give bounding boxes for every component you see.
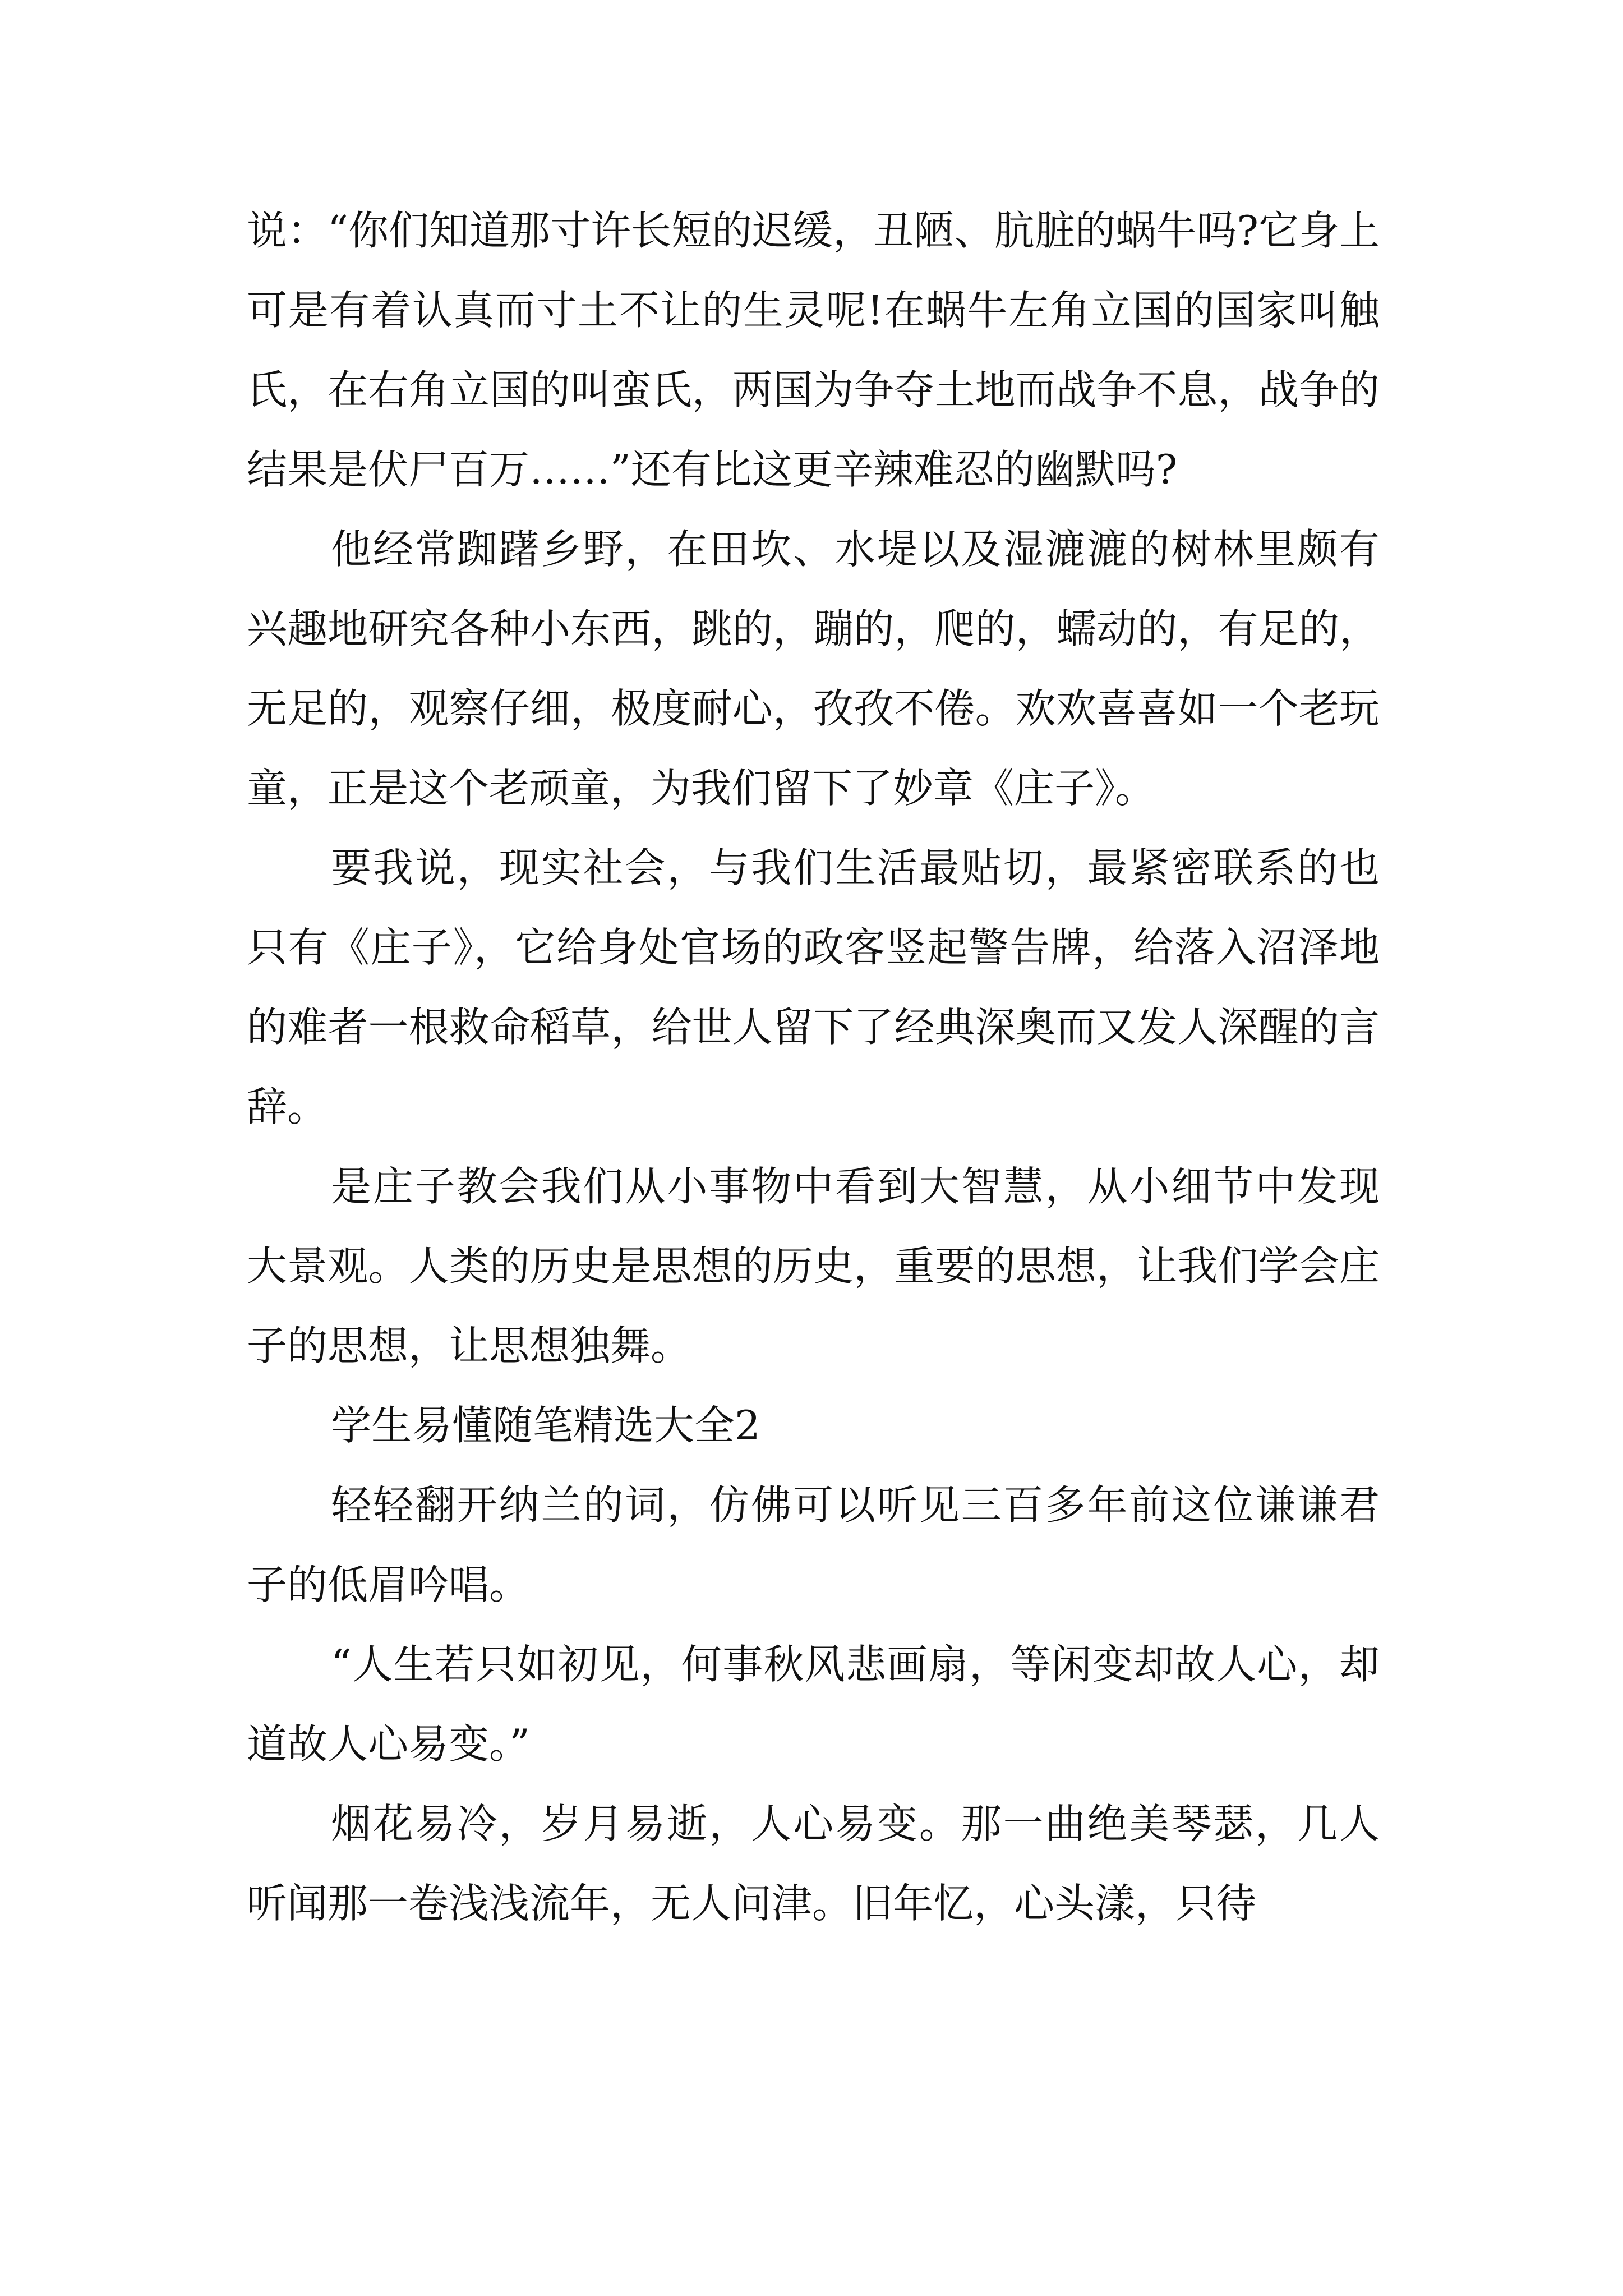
paragraph-nalan-intro: 轻轻翻开纳兰的词，仿佛可以听见三百多年前这位谦谦君子的低眉吟唱。 [247, 1481, 1380, 1608]
paragraph-nalan-reflection: 烟花易冷，岁月易逝，人心易变。那一曲绝美琴瑟，几人听闻那一卷浅浅流年，无人问津。旧年忆，心头漾，只待 [247, 1800, 1380, 1927]
paragraph-zhuangzi-snail: 说：“你们知道那寸许长短的迟缓，丑陋、肮脏的蜗牛吗?它身上可是有着认真而寸土不让的生灵呢!在蜗牛左角立国的国家叫触氏，在右角立国的叫蛮氏，两国为争夺土地而战争不息，战争的结果是伏尸百万……”还有比这更辛辣难忍的幽默吗? [247, 207, 1380, 493]
paragraph-zhuangzi-wisdom: 是庄子教会我们从小事物中看到大智慧，从小细节中发现大景观。人类的历史是思想的历史，重要的思想，让我们学会庄子的思想，让思想独舞。 [247, 1163, 1380, 1369]
paragraph-nalan-quote: “人生若只如初见，何事秋风悲画扇，等闲变却故人心，却道故人心易变。” [247, 1641, 1380, 1768]
section-heading: 学生易懂随笔精选大全2 [331, 1402, 760, 1449]
paragraph-zhuangzi-countryside: 他经常踟躇乡野，在田坎、水堤以及湿漉漉的树林里颇有兴趣地研究各种小东西，跳的，蹦的，爬的，蠕动的，有足的，无足的，观察仔细，极度耐心，孜孜不倦。欢欢喜喜如一个老玩童，正是这个老顽童，为我们留下了妙章《庄子》。 [247, 526, 1380, 812]
document-body [247, 191, 1380, 1943]
paragraph-zhuangzi-society: 要我说，现实社会，与我们生活最贴切，最紧密联系的也只有《庄子》，它给身处官场的政客竖起警告牌，给落入沼泽地的难者一根救命稻草，给世人留下了经典深奥而又发人深醒的言辞。 [247, 844, 1380, 1130]
